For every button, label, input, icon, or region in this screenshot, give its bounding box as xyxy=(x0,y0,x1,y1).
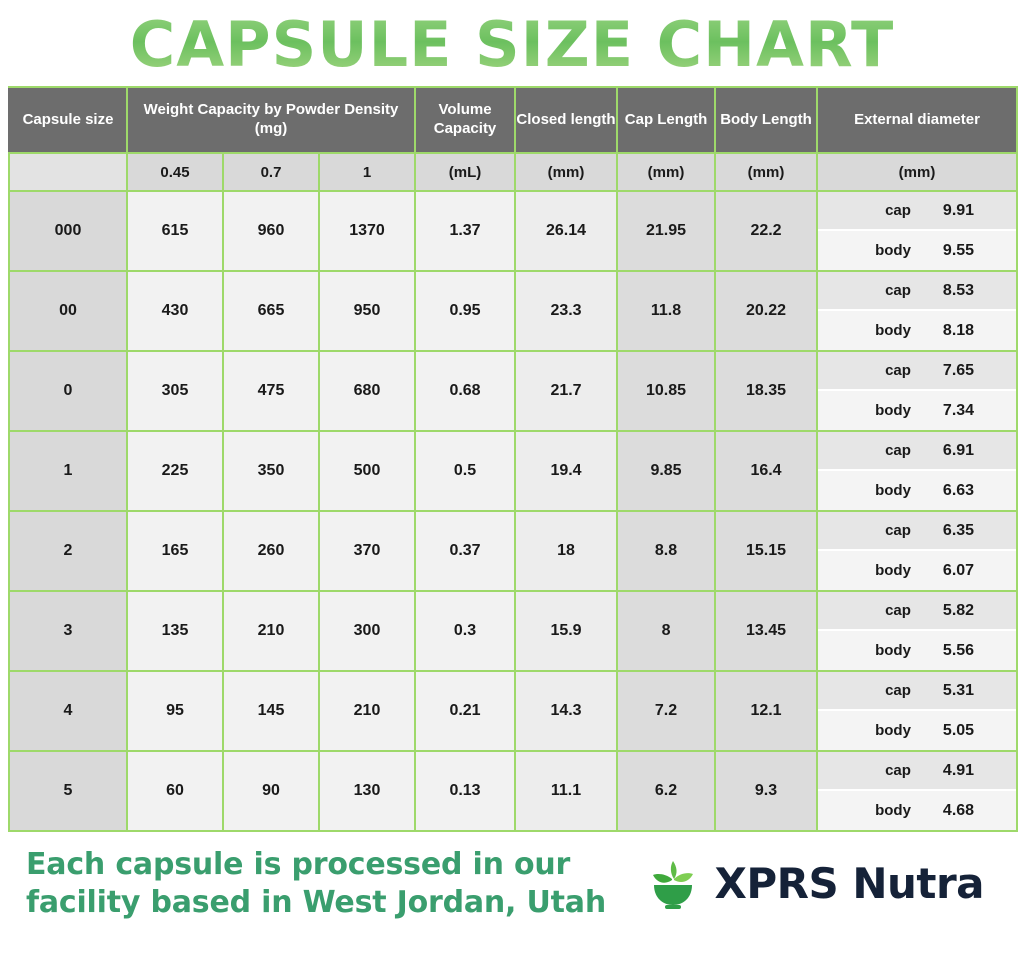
cell-body-length: 18.35 xyxy=(715,351,817,431)
cell-body-length: 16.4 xyxy=(715,431,817,511)
external-body-label: body xyxy=(875,562,911,579)
cell-external-diameter xyxy=(817,591,1017,671)
cell-closed-length: 19.4 xyxy=(515,431,617,511)
cell-closed-length: 26.14 xyxy=(515,191,617,271)
cell-cap-length: 21.95 xyxy=(617,191,715,271)
external-cap-row xyxy=(818,432,1016,471)
external-body-row xyxy=(818,551,1016,590)
footer xyxy=(0,832,1024,921)
subheader-density-045: 0.45 xyxy=(127,153,223,191)
page-title-wrap xyxy=(0,0,1024,86)
cell-weight-045: 615 xyxy=(127,191,223,271)
external-body-row xyxy=(818,791,1016,830)
cell-weight-07: 350 xyxy=(223,431,319,511)
subheader-blank xyxy=(9,153,127,191)
cell-weight-07: 210 xyxy=(223,591,319,671)
header-cap-length: Cap Length xyxy=(617,87,715,153)
external-cap-value: 5.31 xyxy=(942,681,975,699)
external-cap-row xyxy=(818,192,1016,231)
cell-body-length: 20.22 xyxy=(715,271,817,351)
external-body-value: 4.68 xyxy=(942,801,975,819)
subheader-density-1: 1 xyxy=(319,153,415,191)
cell-body-length: 22.2 xyxy=(715,191,817,271)
external-cap-value: 8.53 xyxy=(942,281,975,299)
external-body-label: body xyxy=(875,722,911,739)
external-body-label: body xyxy=(875,402,911,419)
external-cap-label: cap xyxy=(885,282,911,299)
cell-weight-045: 60 xyxy=(127,751,223,831)
header-capsule-size: Capsule size xyxy=(9,87,127,153)
cell-body-length: 15.15 xyxy=(715,511,817,591)
brand-logo xyxy=(644,855,998,913)
subheader-body-unit: (mm) xyxy=(715,153,817,191)
external-cap-row xyxy=(818,592,1016,631)
external-cap-value: 7.65 xyxy=(942,361,975,379)
table-head xyxy=(9,87,1017,153)
cell-weight-1: 300 xyxy=(319,591,415,671)
cell-cap-length: 6.2 xyxy=(617,751,715,831)
page-title: CAPSULE SIZE CHART xyxy=(129,8,895,81)
cell-external-diameter xyxy=(817,431,1017,511)
external-cap-value: 4.91 xyxy=(942,761,975,779)
table-row xyxy=(9,351,1017,431)
external-cap-label: cap xyxy=(885,522,911,539)
cell-weight-1: 130 xyxy=(319,751,415,831)
external-body-value: 6.63 xyxy=(942,481,975,499)
cell-closed-length: 15.9 xyxy=(515,591,617,671)
cell-cap-length: 8.8 xyxy=(617,511,715,591)
external-cap-value: 9.91 xyxy=(942,201,975,219)
external-cap-row xyxy=(818,352,1016,391)
cell-weight-1: 370 xyxy=(319,511,415,591)
cell-closed-length: 14.3 xyxy=(515,671,617,751)
table-area xyxy=(0,86,1024,832)
brand-name: XPRS Nutra xyxy=(714,859,984,908)
cell-volume: 0.3 xyxy=(415,591,515,671)
cell-size: 4 xyxy=(9,671,127,751)
external-body-row xyxy=(818,391,1016,430)
external-cap-row xyxy=(818,512,1016,551)
external-body-row xyxy=(818,231,1016,270)
external-cap-value: 6.35 xyxy=(942,521,975,539)
cell-weight-07: 90 xyxy=(223,751,319,831)
table-row xyxy=(9,591,1017,671)
capsule-size-table xyxy=(8,86,1018,832)
cell-external-diameter xyxy=(817,271,1017,351)
cell-external-diameter xyxy=(817,751,1017,831)
cell-cap-length: 11.8 xyxy=(617,271,715,351)
cell-cap-length: 7.2 xyxy=(617,671,715,751)
cell-weight-07: 475 xyxy=(223,351,319,431)
cell-weight-045: 165 xyxy=(127,511,223,591)
subheader-external-unit: (mm) xyxy=(817,153,1017,191)
cell-closed-length: 21.7 xyxy=(515,351,617,431)
cell-external-diameter xyxy=(817,351,1017,431)
cell-weight-1: 680 xyxy=(319,351,415,431)
cell-weight-1: 950 xyxy=(319,271,415,351)
cell-weight-07: 260 xyxy=(223,511,319,591)
external-body-value: 9.55 xyxy=(942,241,975,259)
cell-cap-length: 10.85 xyxy=(617,351,715,431)
header-body-length: Body Length xyxy=(715,87,817,153)
external-cap-row xyxy=(818,272,1016,311)
cell-body-length: 9.3 xyxy=(715,751,817,831)
header-external-diameter: External diameter xyxy=(817,87,1017,153)
external-cap-row xyxy=(818,752,1016,791)
cell-size: 000 xyxy=(9,191,127,271)
external-body-value: 5.56 xyxy=(942,641,975,659)
external-body-row xyxy=(818,311,1016,350)
cell-body-length: 13.45 xyxy=(715,591,817,671)
header-row xyxy=(9,87,1017,153)
cell-weight-1: 1370 xyxy=(319,191,415,271)
subheader-closed-unit: (mm) xyxy=(515,153,617,191)
cell-size: 0 xyxy=(9,351,127,431)
cell-volume: 0.37 xyxy=(415,511,515,591)
cell-volume: 0.13 xyxy=(415,751,515,831)
external-body-value: 5.05 xyxy=(942,721,975,739)
external-body-label: body xyxy=(875,802,911,819)
external-cap-row xyxy=(818,672,1016,711)
cell-weight-045: 225 xyxy=(127,431,223,511)
cell-external-diameter xyxy=(817,191,1017,271)
external-cap-label: cap xyxy=(885,442,911,459)
table-row xyxy=(9,671,1017,751)
cell-size: 2 xyxy=(9,511,127,591)
table-row xyxy=(9,431,1017,511)
cell-closed-length: 23.3 xyxy=(515,271,617,351)
external-body-label: body xyxy=(875,242,911,259)
cell-weight-045: 135 xyxy=(127,591,223,671)
cell-volume: 0.68 xyxy=(415,351,515,431)
table-row xyxy=(9,511,1017,591)
footer-tagline-line1: Each capsule is processed in our xyxy=(26,847,571,882)
subheader-cap-unit: (mm) xyxy=(617,153,715,191)
cell-weight-1: 500 xyxy=(319,431,415,511)
external-body-label: body xyxy=(875,642,911,659)
footer-tagline xyxy=(26,846,606,921)
header-weight-capacity: Weight Capacity by Powder Density (mg) xyxy=(127,87,415,153)
leaf-mortar-icon xyxy=(644,855,702,913)
cell-volume: 0.5 xyxy=(415,431,515,511)
cell-closed-length: 11.1 xyxy=(515,751,617,831)
cell-volume: 1.37 xyxy=(415,191,515,271)
cell-weight-07: 960 xyxy=(223,191,319,271)
cell-weight-045: 95 xyxy=(127,671,223,751)
external-cap-label: cap xyxy=(885,762,911,779)
cell-body-length: 12.1 xyxy=(715,671,817,751)
cell-weight-045: 305 xyxy=(127,351,223,431)
cell-weight-07: 145 xyxy=(223,671,319,751)
subheader-density-07: 0.7 xyxy=(223,153,319,191)
external-cap-label: cap xyxy=(885,602,911,619)
cell-cap-length: 9.85 xyxy=(617,431,715,511)
cell-weight-07: 665 xyxy=(223,271,319,351)
external-body-row xyxy=(818,471,1016,510)
cell-weight-045: 430 xyxy=(127,271,223,351)
table-row xyxy=(9,271,1017,351)
footer-tagline-line2: facility based in West Jordan, Utah xyxy=(26,884,606,920)
external-body-label: body xyxy=(875,322,911,339)
cell-cap-length: 8 xyxy=(617,591,715,671)
table-row xyxy=(9,191,1017,271)
external-cap-value: 6.91 xyxy=(942,441,975,459)
cell-size: 3 xyxy=(9,591,127,671)
external-body-label: body xyxy=(875,482,911,499)
cell-volume: 0.21 xyxy=(415,671,515,751)
cell-closed-length: 18 xyxy=(515,511,617,591)
header-closed-length: Closed length xyxy=(515,87,617,153)
external-cap-label: cap xyxy=(885,682,911,699)
table-body xyxy=(9,153,1017,831)
cell-external-diameter xyxy=(817,511,1017,591)
cell-size: 00 xyxy=(9,271,127,351)
subheader-row xyxy=(9,153,1017,191)
header-volume-capacity: Volume Capacity xyxy=(415,87,515,153)
cell-weight-1: 210 xyxy=(319,671,415,751)
cell-size: 5 xyxy=(9,751,127,831)
external-body-value: 8.18 xyxy=(942,321,975,339)
external-cap-value: 5.82 xyxy=(942,601,975,619)
external-body-value: 6.07 xyxy=(942,561,975,579)
external-body-value: 7.34 xyxy=(942,401,975,419)
external-body-row xyxy=(818,711,1016,750)
external-body-row xyxy=(818,631,1016,670)
cell-external-diameter xyxy=(817,671,1017,751)
cell-volume: 0.95 xyxy=(415,271,515,351)
external-cap-label: cap xyxy=(885,202,911,219)
subheader-volume-unit: (mL) xyxy=(415,153,515,191)
external-cap-label: cap xyxy=(885,362,911,379)
cell-size: 1 xyxy=(9,431,127,511)
table-row xyxy=(9,751,1017,831)
